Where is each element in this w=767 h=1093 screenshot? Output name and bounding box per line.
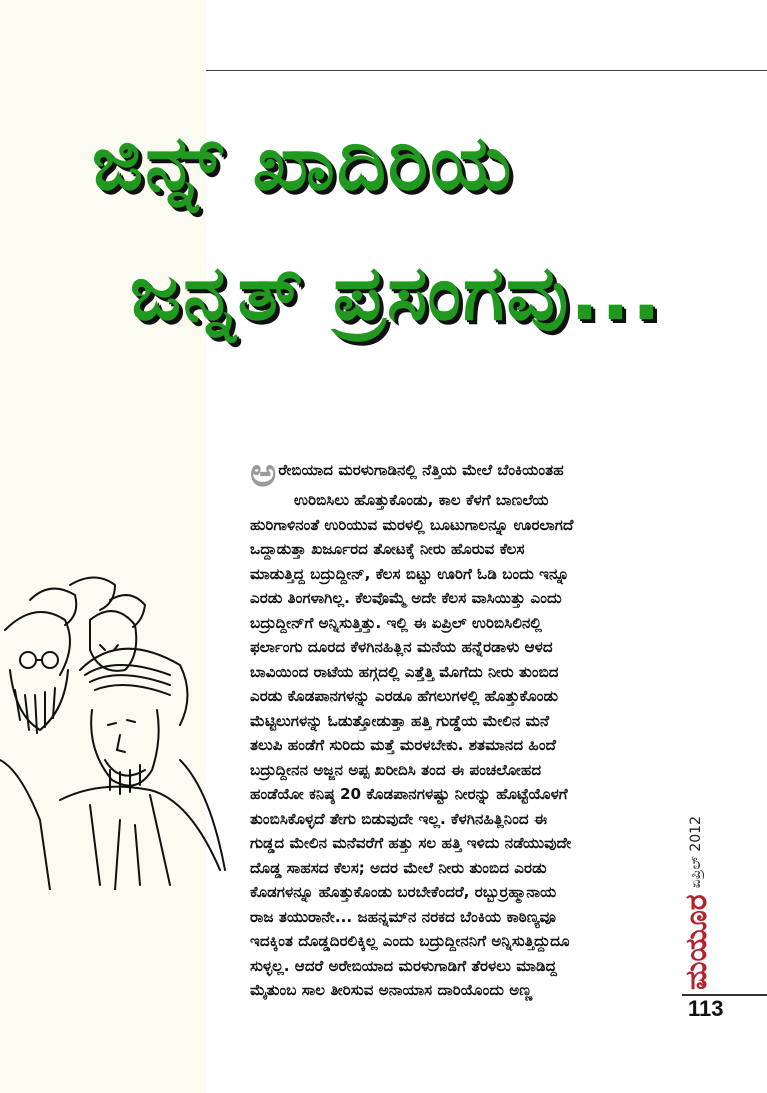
article-line: ಫರ್ಲಾಂಗು ದೂರದ ಕೆಳಗಿನಹಿತ್ಲಿನ ಮನೆಯ ಹನ್ನೆರಡಾಳು ಆಳದ [250,638,553,656]
article-line: ದೊಡ್ಡ ಸಾಹಸದ ಕೆಲಸ; ಅದರ ಮೇಲೆ ನೀರು ತುಂಬಿದ ಎರಡು [250,858,547,877]
article-line: ಎರಡು ತಿಂಗಳಾಗಿಲ್ಲ. ಕೆಲವೊಮ್ಮೆ ಅದೇ ಕೆಲಸ ವಾಸಿಯಿತ್ತು ಎಂದು [250,589,562,607]
article-title-line-2: ಜನ್ನತ್ ಪ್ರಸಂಗವು... [130,248,663,337]
article-line: ಬದ್ರುದ್ದೀನನ ಅಜ್ಜನ ಅಪ್ಪ ಖರೀದಿಸಿ ತಂದ ಈ ಪಂಚಲೋಹದ [250,760,542,779]
article-line: ಮೆಟ್ಟಿಲುಗಳನ್ನು ಓಡುತ್ತೋಡುತ್ತಾ ಹತ್ತಿ ಗುಡ್ಡೆಯ ಮೇಲಿನ ಮನೆ [250,711,550,730]
drop-cap: ಅ [250,458,277,488]
article-line: ಹಂಡೆಯೋ ಕನಿಷ್ಠ 20 ಕೊಡಪಾನಗಳಷ್ಟು ನೀರನ್ನು ಹೊಟ್ಟೆಯೊಳಗೆ [250,785,568,803]
crowd-sketch-illustration [0,560,230,890]
article-line: ಮೈತುಂಬ ಸಾಲ ತೀರಿಸುವ ಅನಾಯಾಸ ದಾರಿಯೊಂದು ಅಣ್ಣ [250,981,533,999]
article-line: ಸುಳ್ಳಲ್ಲ. ಆದರೆ ಅರೇಬಿಯಾದ ಮರಳುಗಾಡಿಗೆ ತೆರಳಲು ಮಾಡಿದ್ದ [250,956,557,975]
magazine-name: ಮಯೂರ [678,894,714,990]
article-line: ರಾಜ ತಯುರಾನೇ... ಜಹನ್ನಮ್‌ನ ನರಕದ ಬೆಂಕಿಯ ಕಾಠಿಣ್ಯವೂ [250,907,557,926]
article-line [250,458,660,488]
article-line-text: ರೇಬಿಯಾದ ಮರಳುಗಾಡಿನಲ್ಲಿ ನೆತ್ತಿಯ ಮೇಲೆ ಬೆಂಕಿಯಂತಹ [278,461,564,479]
article-line: ಒದ್ದಾಡುತ್ತಾ ಖರ್ಜೂರದ ತೋಟಕ್ಕೆ ನೀರು ಹೊರುವ ಕೆಲಸ [250,540,525,558]
page-number: 113 [688,996,724,1021]
article-line: ಹುರಿಗಾಳಿನಂತೆ ಉರಿಯುವ ಮರಳಲ್ಲಿ ಬೂಟುಗಾಲನ್ನೂ ಊರಲಾಗದೆ [250,515,574,534]
issue-date: ಏಪ್ರಿಲ್ 2012 [688,816,704,889]
article-line: ಉರಿಬಿಸಿಲು ಹೊತ್ತುಕೊಂಡು, ಕಾಲ ಕೆಳಗೆ ಬಾಣಲೆಯ [294,491,549,509]
article-line: ಎರಡು ಕೊಡಪಾನಗಳನ್ನು ಎರಡೂ ಹೆಗಲುಗಳಲ್ಲಿ ಹೊತ್ತುಕೊಂಡು [250,687,559,705]
article-title-line-1: ಜಿನ್ನ್ ಖಾದಿರಿಯ [92,118,514,207]
article-body [250,458,660,1003]
article-line: ಬಾವಿಯಿಂದ ರಾಟೆಯ ಹಗ್ಗದಲ್ಲಿ ಎತ್ತೆತ್ತಿ ಮೊಗೆದು ನೀರು ತುಂಬಿದ [250,662,559,681]
article-line: ಇದಕ್ಕಿಂತ ದೊಡ್ಡದಿರಲಿಕ್ಕಿಲ್ಲ ಎಂದು ಬದ್ರುದ್ದೀನನಿಗೆ ಅನ್ನಿಸುತ್ತಿದ್ದುದೂ [250,932,570,950]
article-line: ಗುಡ್ಡದ ಮೇಲಿನ ಮನೆವರೆಗೆ ಹತ್ತು ಸಲ ಹತ್ತಿ ಇಳಿದು ನಡೆಯುವುದೇ [250,834,572,852]
magazine-side-label [674,800,722,990]
article-line: ಬದ್ರುದ್ದೀನ್‌ಗೆ ಅನ್ನಿಸುತ್ತಿತ್ತು. ಇಲ್ಲಿ ಈ ಏಪ್ರಿಲ್ ಉರಿಬಿಸಿಲಿನಲ್ಲಿ [250,613,542,632]
article-line: ಕೊಡಗಳನ್ನೂ ಹೊತ್ತುಕೊಂಡು ಬರಬೇಕೆಂದರೆ, ರಬ್ಬುರ್ರಹ್ಮಾನಾಯ [250,883,557,901]
article-line: ಮಾಡುತ್ತಿದ್ದ ಬದ್ರುದ್ದೀನ್, ಕೆಲಸ ಬಿಟ್ಟು ಊರಿಗೆ ಓಡಿ ಬಂದು ಇನ್ನೂ [250,564,570,583]
header-rule [206,70,767,71]
article-line: ತುಂಬಿಸಿಕೊಳ್ಳದೆ ತೇಗು ಬಿಡುವುದೇ ಇಲ್ಲ. ಕೆಳಗಿನಹಿತ್ಲಿನಿಂದ ಈ [250,809,548,828]
article-line: ತಲುಪಿ ಹಂಡೆಗೆ ಸುರಿದು ಮತ್ತೆ ಮರಳಬೇಕು. ಶತಮಾನದ ಹಿಂದೆ [250,736,557,754]
